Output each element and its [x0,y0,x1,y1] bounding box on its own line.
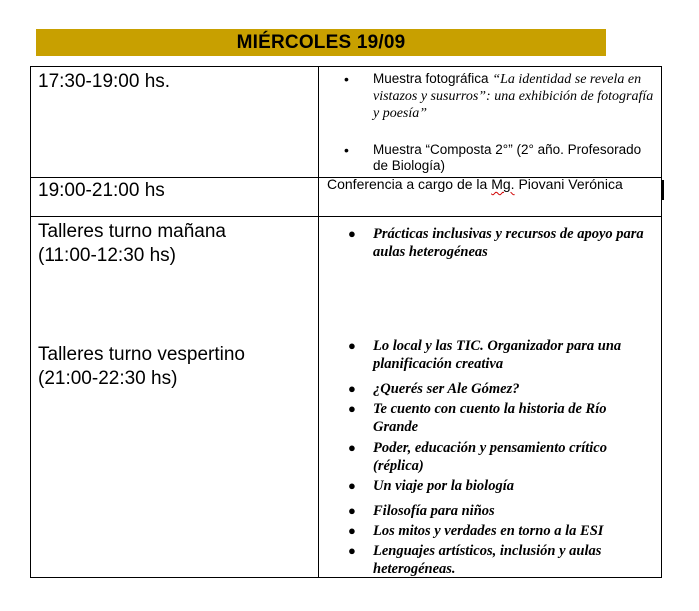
muestra-1-prefix: Muestra fotográfica [373,71,493,86]
time-slot-2: 19:00-21:00 hs [38,180,165,201]
workshop-item [348,380,648,398]
workshop-title: Lenguajes artísticos, inclusión y aulas heterogéneas. [373,543,602,577]
column-divider [318,66,319,578]
workshop-title: ¿Querés ser Ale Gómez? [373,381,520,397]
workshop-item [348,225,648,261]
bullet-icon: • [344,71,349,87]
workshop-title: Te cuento con cuento la historia de Río Grande [373,401,607,435]
bullet-icon: ● [348,338,356,353]
workshop-item [348,477,648,495]
bullet-icon: ● [348,381,356,396]
workshop-title: Lo local y las TIC. Organizador para una planificación creativa [373,338,622,372]
bullet-icon: ● [348,478,356,493]
bullet-icon: ● [348,523,356,538]
workshop-title: Poder, educación y pensamiento crítico (réplica) [373,440,607,474]
day-header [36,29,606,56]
workshop-item [348,400,648,436]
conference-prefix: Conferencia a cargo de la [327,176,492,192]
row-divider-2 [30,216,662,217]
conference-degree: Mg. [491,176,515,192]
conference-speaker: Piovani Verónica [514,176,623,192]
text-cursor [662,180,664,200]
morning-workshops-title: Talleres turno mañana [38,221,226,242]
workshop-item [348,439,648,475]
bullet-icon: ● [348,440,356,455]
workshop-item [348,502,648,520]
conference-text [327,176,623,192]
workshop-item [348,542,648,578]
muestra-1-title: “La identidad se revela en vistazos y susurros”: una exhibición de fotografía y poesía” [373,72,654,121]
workshop-title: Un viaje por la biología [373,478,514,494]
bullet-icon: • [344,142,349,158]
evening-workshops-title: Talleres turno vespertino [38,344,245,365]
day-title: MIÉRCOLES 19/09 [236,31,406,53]
bullet-icon: ● [348,503,356,518]
morning-workshops-hours: (11:00-12:30 hs) [38,245,177,266]
muestra-item-1 [344,71,654,122]
workshop-title: Filosofía para niños [373,503,495,519]
workshop-item [348,337,648,373]
workshop-item [348,522,648,540]
bullet-icon: ● [348,543,356,558]
workshop-title: Los mitos y verdades en torno a la ESI [373,523,604,539]
evening-workshops-hours: (21:00-22:30 hs) [38,368,178,389]
muestra-2-text: Muestra “Composta 2°” (2° año. Profesorado de Biología) [373,142,642,173]
workshop-title: Prácticas inclusivas y recursos de apoyo para aulas heterogéneas [373,226,644,260]
muestra-item-2 [344,142,654,174]
time-slot-1: 17:30-19:00 hs. [38,71,171,92]
bullet-icon: ● [348,226,356,241]
bullet-icon: ● [348,401,356,416]
